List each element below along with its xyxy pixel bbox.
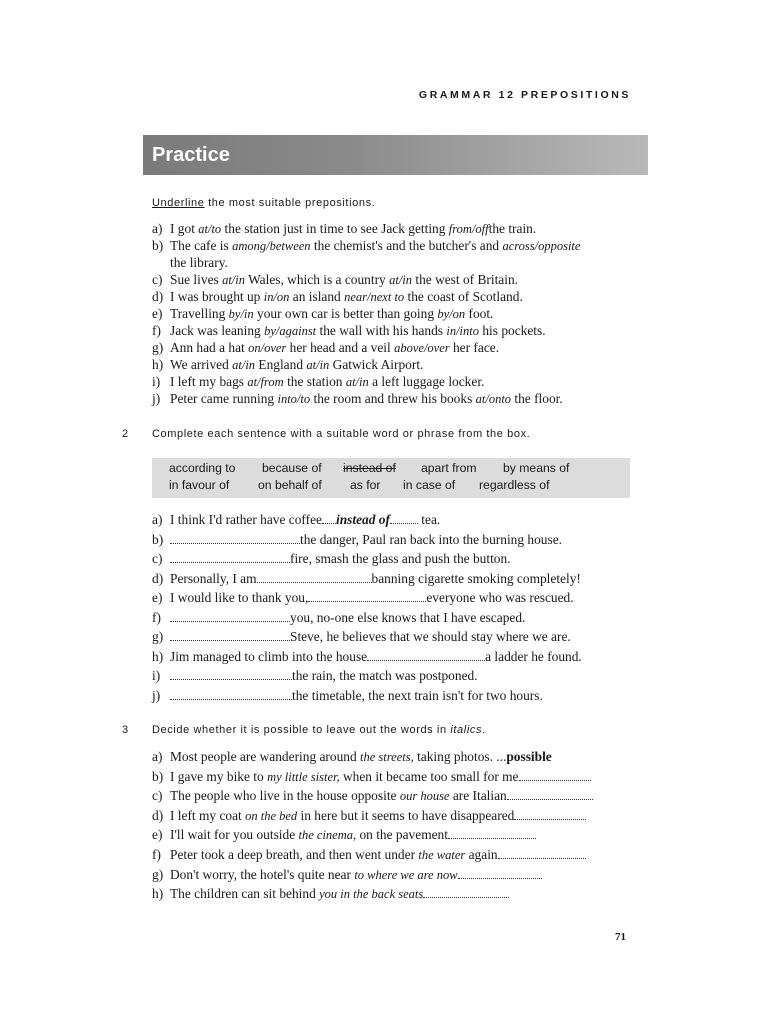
item-label: i) [152, 668, 161, 683]
answer-blank[interactable] [519, 770, 591, 781]
answer-blank[interactable] [322, 513, 336, 524]
exercise-item [152, 305, 493, 323]
exercise-item [152, 748, 552, 766]
instruction-text: the most suitable prepositions. [204, 197, 376, 209]
exercise-item [152, 807, 586, 825]
option-text: at/in [222, 273, 245, 287]
sentence-text: the wall with his hands [316, 323, 447, 338]
sentence-text: the rain, the match was postponed. [292, 668, 478, 683]
sentence-text: everyone who was rescued. [426, 590, 574, 605]
answer-blank[interactable] [170, 630, 290, 641]
answer-blank[interactable] [448, 828, 536, 839]
item-label: b) [152, 531, 164, 547]
sentence-text: Peter came running [170, 391, 278, 406]
answer-blank[interactable] [367, 650, 485, 661]
sentence-text: Ann had a hat [170, 340, 249, 355]
exercise-item [152, 271, 518, 289]
sentence-text: I got [170, 221, 199, 236]
item-label: c) [152, 551, 163, 566]
item-label: j) [152, 687, 161, 703]
sentence-text: foot. [465, 306, 494, 321]
sentence-text: are Italian [449, 788, 507, 804]
exercise-item [152, 511, 440, 528]
sentence-text: his pockets. [479, 323, 546, 338]
sentence-text: I'll wait for you outside [170, 827, 299, 843]
sentence-text: an island [289, 289, 345, 304]
exercise-item [152, 667, 478, 684]
option-text: above/over [394, 341, 450, 355]
exercise-3-number: 3 [122, 724, 129, 736]
option-text: our house [399, 789, 450, 804]
exercise-item [152, 339, 499, 357]
sentence-text: The people who live in the house opposite [170, 788, 400, 804]
sentence-text: a left luggage locker. [368, 374, 485, 389]
sentence-text: the timetable, the next train isn't for two hours. [292, 687, 543, 703]
answer-blank[interactable] [170, 552, 290, 563]
option-text: across/opposite [502, 239, 581, 253]
item-label: d) [152, 289, 164, 304]
sentence-text: when it became too small for me [339, 768, 519, 784]
sentence-text: a ladder he found. [485, 648, 582, 664]
box-phrase: as for [350, 478, 381, 492]
running-header: GRAMMAR 12 PREPOSITIONS [418, 89, 631, 101]
sentence-text: in here but it seems to have disappeared [297, 807, 515, 823]
sentence-text: the coast of Scotland. [404, 289, 523, 304]
exercise-3-instruction [152, 724, 486, 736]
item-label: a) [152, 512, 163, 527]
item-label: f) [152, 323, 161, 338]
sentence-text: Jack was leaning [170, 323, 265, 338]
item-label: h) [152, 648, 164, 664]
item-label: a) [152, 749, 163, 764]
exercise-item [152, 254, 228, 271]
answer-blank[interactable] [507, 789, 593, 800]
option-text: to where we are now [354, 867, 458, 882]
sentence-text: you, no-one else knows that I have escaped. [290, 609, 526, 625]
exercise-1-instruction [152, 197, 375, 209]
exercise-item [152, 288, 523, 306]
sentence-text: England [255, 357, 307, 372]
sentence-text: Peter took a deep breath, and then went under [170, 847, 419, 862]
item-label: d) [152, 570, 164, 586]
option-text: on/over [248, 341, 287, 355]
sentence-text: The children can sit behind [170, 886, 320, 902]
item-label: j) [152, 391, 161, 406]
item-label: d) [152, 807, 164, 823]
item-label: h) [152, 357, 164, 372]
sentence-text: the library. [170, 255, 228, 270]
exercise-item [152, 885, 509, 903]
sentence-text: Personally, I am [170, 570, 257, 586]
item-label: f) [152, 847, 161, 862]
sentence-text: taking photos. ... [413, 749, 507, 764]
exercise-item [152, 390, 563, 408]
exercise-item [152, 589, 574, 606]
option-text: my little sister, [267, 769, 340, 784]
sentence-text: I think I'd rather have coffee [170, 512, 322, 527]
exercise-item [152, 846, 586, 864]
exercise-2-instruction: Complete each sentence with a suitable word or phrase from the box. [152, 428, 531, 440]
item-label: h) [152, 886, 164, 902]
item-label: c) [152, 272, 163, 287]
exercise-item [152, 531, 562, 548]
sentence-text: the chemist's and the butcher's and [310, 238, 503, 253]
exercise-item [152, 648, 582, 665]
exercise-item [152, 220, 536, 238]
sentence-text: fire, smash the glass and push the button. [290, 551, 511, 566]
option-text: by/in [228, 307, 254, 321]
exercise-item [152, 237, 580, 255]
option-text: the water [418, 848, 466, 862]
sentence-text: Don't worry, the hotel's quite near [170, 866, 355, 882]
sentence-text: Travelling [170, 306, 229, 321]
sentence-text: banning cigarette smoking completely! [371, 570, 581, 586]
item-label: e) [152, 590, 163, 605]
sentence-text: Steve, he believes that we should stay where we are. [290, 629, 571, 644]
sentence-text: her head and a veil [286, 340, 395, 355]
exercise-item [152, 550, 511, 567]
option-text: on the bed [245, 808, 298, 823]
exercise-item [152, 768, 591, 786]
exercise-2-number: 2 [122, 428, 129, 440]
exercise-item [152, 609, 525, 626]
sentence-text: the station just in time to see Jack getting [221, 221, 449, 236]
item-label: e) [152, 306, 163, 321]
sentence-text: The cafe is [170, 238, 233, 253]
box-phrase: apart from [421, 461, 477, 475]
exercise-item [152, 322, 546, 340]
sentence-text: again [465, 847, 498, 862]
sentence-text: the room and threw his books [310, 391, 476, 406]
option-text: the streets, [360, 750, 414, 764]
item-label: g) [152, 340, 164, 355]
option-text: at/onto [475, 392, 512, 406]
option-text: into/to [277, 392, 311, 406]
answer-blank[interactable] [170, 611, 290, 622]
answer-blank[interactable] [458, 868, 542, 879]
item-label: a) [152, 221, 163, 236]
item-label: b) [152, 768, 164, 784]
box-phrase: because of [262, 461, 322, 475]
exercise-item [152, 628, 571, 645]
exercise-item [152, 373, 484, 391]
section-title: Practice [152, 144, 230, 166]
answer-blank[interactable] [257, 572, 372, 583]
option-text: at/in [345, 375, 369, 389]
example-answer: possible [506, 749, 552, 764]
exercise-item [152, 687, 543, 704]
item-label: e) [152, 827, 163, 843]
box-phrase: regardless of [479, 478, 550, 492]
sentence-text: the floor. [511, 391, 563, 406]
instruction-text: Decide whether it is possible to leave out the words in [152, 724, 451, 736]
sentence-text: Gatwick Airport. [329, 357, 424, 372]
box-phrase: instead of [343, 461, 396, 475]
instruction-underline-word: Underline [152, 197, 205, 209]
instruction-italic-word: italics [450, 724, 483, 736]
option-text: at/in [389, 273, 413, 287]
option-text: from/off [448, 222, 489, 236]
exercise-item [152, 356, 423, 374]
option-text: at/to [198, 222, 222, 236]
sentence-text: I gave my bike to [170, 768, 268, 784]
sentence-text: I was brought up [170, 289, 264, 304]
item-label: g) [152, 866, 164, 882]
answer-blank[interactable] [308, 591, 426, 602]
sentence-text: We arrived [170, 357, 233, 372]
option-text: at/in [306, 358, 330, 372]
instruction-end: . [482, 724, 486, 736]
word-box [152, 458, 630, 498]
item-label: c) [152, 788, 163, 804]
answer-blank[interactable] [423, 887, 509, 898]
option-text: you in the back seats [319, 887, 424, 902]
answer-blank[interactable] [390, 513, 418, 524]
page-number: 71 [615, 931, 626, 943]
sentence-text: Most people are wandering around [170, 749, 361, 764]
box-phrase: in favour of [169, 478, 230, 492]
exercise-item [152, 866, 542, 884]
option-text: among/between [232, 239, 311, 253]
option-text: at/from [247, 375, 284, 389]
sentence-text: tea. [417, 512, 441, 527]
practice-banner [143, 135, 648, 175]
sentence-text: I left my bags [170, 374, 248, 389]
sentence-text: the station [283, 374, 346, 389]
answer-blank[interactable] [498, 848, 586, 859]
sentence-text: the train. [488, 221, 537, 236]
box-phrase: in case of [403, 478, 456, 492]
exercise-item [152, 787, 593, 805]
option-text: by/on [437, 307, 466, 321]
sentence-text: her face. [449, 340, 500, 355]
sentence-text: I would like to thank you, [170, 590, 309, 605]
item-label: i) [152, 374, 161, 389]
item-label: g) [152, 629, 164, 644]
answer-blank[interactable] [514, 809, 586, 820]
option-text: the cinema, [298, 828, 357, 843]
item-label: b) [152, 238, 164, 253]
example-answer: instead of [336, 512, 390, 527]
box-phrase: by means of [503, 461, 570, 475]
sentence-text: on the pavement [356, 827, 448, 843]
sentence-text: the danger, Paul ran back into the burning house. [300, 531, 562, 547]
option-text: in/into [446, 324, 480, 338]
option-text: near/next to [344, 290, 405, 304]
exercise-item [152, 826, 536, 844]
box-phrase: according to [169, 461, 236, 475]
item-label: f) [152, 609, 161, 625]
sentence-text: Sue lives [170, 272, 223, 287]
answer-blank[interactable] [170, 669, 292, 680]
answer-blank[interactable] [170, 533, 300, 544]
option-text: in/on [263, 290, 290, 304]
sentence-text: Wales, which is a country [245, 272, 390, 287]
exercise-item [152, 570, 581, 587]
sentence-text: your own car is better than going [253, 306, 438, 321]
answer-blank[interactable] [170, 689, 292, 700]
option-text: by/against [264, 324, 317, 338]
sentence-text: Jim managed to climb into the house [170, 648, 368, 664]
sentence-text: the west of Britain. [412, 272, 519, 287]
sentence-text: I left my coat [170, 807, 246, 823]
box-phrase: on behalf of [258, 478, 322, 492]
option-text: at/in [232, 358, 256, 372]
